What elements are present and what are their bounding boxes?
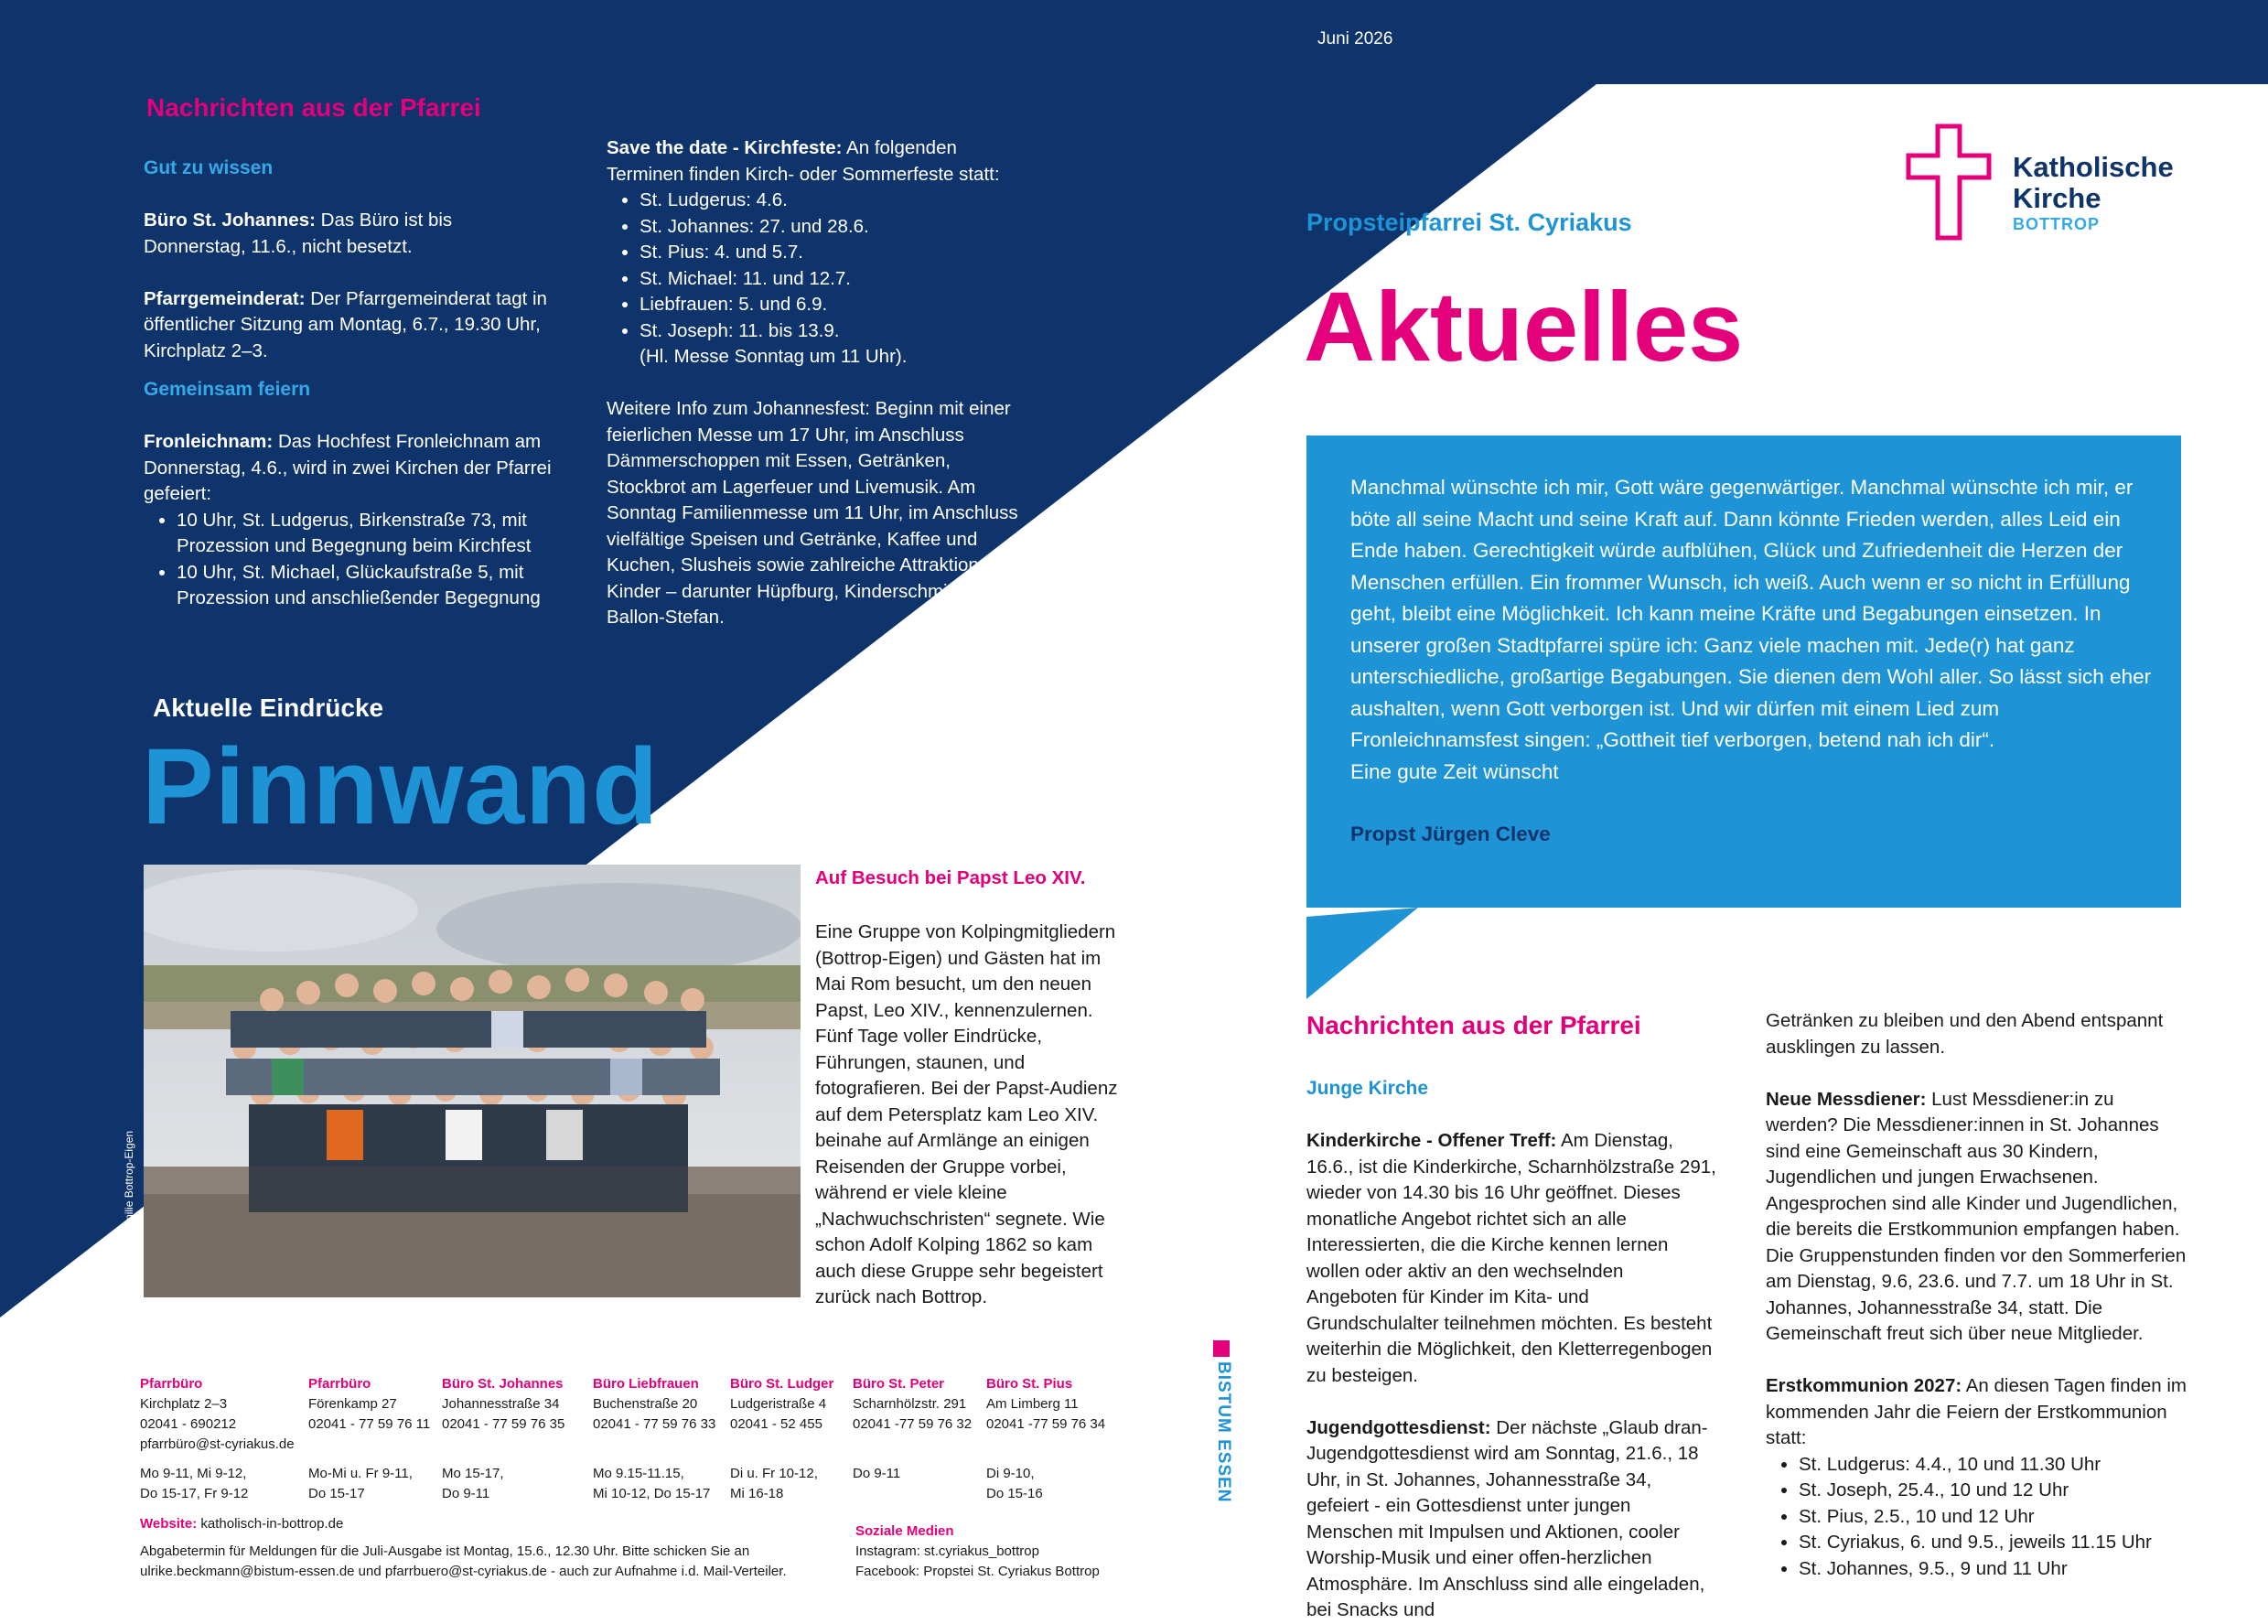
aktuelles-title: Aktuelles xyxy=(1304,271,1744,382)
pinnwand-title: Pinnwand xyxy=(142,726,660,847)
list-item: • 10 Uhr, St. Michael, Glückaufstraße 5, mit Prozession und anschließender Begegnung xyxy=(177,560,555,612)
save-date-intro: Save the date - Kirchfeste: An folgenden Terminen finden Kirch- oder Sommerfeste statt: xyxy=(607,137,1000,185)
buero-item: Büro St. Johannes: Das Büro ist bis Donnerstag, 11.6., nicht besetzt. xyxy=(144,210,453,257)
parish-name: Propsteipfarrei St. Cyriakus xyxy=(1306,209,1632,236)
issue-date: Juni 2026 xyxy=(1317,29,1393,48)
deadline-note: Abgabetermin für Meldungen für die Juli-Ausgabe ist Montag, 15.6., 12.30 Uhr. Bitte schicken Sie an ulrike.beckmann@bistum-essen.de und pfarrbuero@st-cyriakus.de - auch zur Aufnahme i.d. Mail-Verteiler. xyxy=(140,1543,787,1579)
list-item: • Liebfrauen: 5. und 6.9. xyxy=(640,292,1027,318)
save-date-column xyxy=(607,135,1027,631)
website-line: Website: katholisch-in-bottrop.de xyxy=(140,1516,344,1532)
pfarrbuero-email-link[interactable]: pfarrbüro@st-cyriakus.de xyxy=(140,1436,295,1452)
quote-text-block xyxy=(1350,472,2165,851)
list-item: • 10 Uhr, St. Ludgerus, Birkenstraße 73, mit Prozession und Begegnung beim Kirchfest xyxy=(177,508,555,560)
erstkommunion-item: Erstkommunion 2027: An diesen Tagen finden im kommenden Jahr die Feiern der Erstkommunion statt: xyxy=(1766,1375,2187,1448)
erstkommunion-list xyxy=(1766,1452,2187,1583)
website-link[interactable]: katholisch-in-bottrop.de xyxy=(197,1516,344,1532)
quote-text: Manchmal wünschte ich mir, Gott wäre gegenwärtiger. Manchmal wünschte ich mir, er böte all seine Macht und seine Kraft auf. Dann könnte Frieden werden, alles Leid ein Ende haben. Gerechtigkeit würde aufblühen, Glück und Zufriedenheit die Herzen der Menschen erfüllen. Ein frommer Wunsch, ich weiß. Auch wenn er so nicht in Erfüllung geht, bleibt eine Möglichkeit. Ich kann meine Kräfte und Begabungen einsetzen. In unserer großen Stadtpfarrei spüre ich: Ganz viele machen mit. Jede(r) hat ganz unterschiedliche, großartige Begabungen. Sie dienen dem Wohl aller. So lässt sich eher aushalten, wenn Gott verborgen ist. Und wir dürfen mit einem Lied zum Fronleichnamsfest singen: „Gottheit tief verborgen, betend nah ich dir“. xyxy=(1350,476,2152,751)
right-news-column-1 xyxy=(1306,1076,1718,1624)
kirchfeste-list xyxy=(607,188,1027,344)
instagram-link[interactable]: Instagram: st.cyriakus_bottrop xyxy=(855,1543,1039,1559)
cross-logo-icon xyxy=(1903,123,1994,242)
facebook-link[interactable]: Facebook: Propstei St. Cyriakus Bottrop xyxy=(855,1564,1100,1579)
list-item: • St. Ludgerus: 4.4., 10 und 11.30 Uhr xyxy=(1799,1452,2187,1479)
article-title: Auf Besuch bei Papst Leo XIV. xyxy=(815,867,1086,888)
logo-text xyxy=(2013,152,2174,234)
list-item: • St. Joseph, 25.4., 10 und 12 Uhr xyxy=(1799,1478,2187,1504)
list-item: • St. Pius: 4. und 5.7. xyxy=(640,240,1027,266)
contact-st-peter: Büro St. Peter Scharnhölzstr. 291 02041 -77 59 76 32 Do 9-11 xyxy=(853,1376,973,1481)
list-item: • St. Pius, 2.5., 10 und 12 Uhr xyxy=(1799,1504,2187,1531)
continuation-text: Getränken zu bleiben und den Abend entspannt ausklingen zu lassen. xyxy=(1766,1010,2164,1058)
list-item: • St. Michael: 11. und 12.7. xyxy=(640,266,1027,293)
left-news-title: Nachrichten aus der Pfarrei xyxy=(146,93,481,122)
right-news-title: Nachrichten aus der Pfarrei xyxy=(1306,1011,1641,1039)
logo-line2: Kirche xyxy=(2013,182,2101,214)
logo-line1: Katholische xyxy=(2013,151,2174,183)
contact-liebfrauen: Büro Liebfrauen Buchenstraße 20 02041 - 77 59 76 33 Mo 9.15-11.15, Mi 10-12, Do 15-17 xyxy=(593,1376,716,1501)
kinderkirche-item: Kinderkirche - Offener Treff: Am Dienstag, 16.6., ist die Kinderkirche, Scharnhölzstraße 291, wieder von 14.30 bis 16 Uhr geöffnet. Dieses monatliche Angebot richtet sich an alle Interessierten, die die Kirche kennen lernen wollen oder aktiv an den wechselnden Angeboten für Kinder im Kita- und Grundschulalter teilnehmen möchten. Es besteht weiterhin die Möglichkeit, den Kletterregenbogen zu besteigen. xyxy=(1306,1130,1716,1386)
list-item: • St. Ludgerus: 4.6. xyxy=(640,188,1027,214)
jugendgottesdienst-item: Jugendgottesdienst: Der nächste „Glaub dran-Jugendgottesdienst wird am Sonntag, 21.6., 18 Uhr, in St. Johannes, Johannesstraße 34, gefeiert - ein Gottesdienst unter jungen Menschen mit Impulsen und Aktionen, cooler Worship-Musik und einer offen-herzlichen Atmosphäre. Im Anschluss sind alle eingeladen, bei Snacks und xyxy=(1306,1416,1708,1620)
article-text: Eine Gruppe von Kolpingmitgliedern (Bottrop-Eigen) und Gästen hat im Mai Rom besucht, um den neuen Papst, Leo XIV., kennenzulernen. Fünf Tage voller Eindrücke, Führungen, staunen, und fotografieren. Bei der Papst-Audienz auf dem Petersplatz kam Leo XIV. beinahe auf Armlänge an einigen Reisenden der Gruppe vorbei, während er viele kleine „Nachwuchschristen“ segnete. Wie schon Adolf Kolping 1862 so kam auch diese Gruppe sehr begeistert zurück nach Bottrop. xyxy=(815,921,1118,1307)
save-date-note: (Hl. Messe Sonntag um 11 Uhr). xyxy=(640,346,908,367)
contact-pfarrbuero-2: Pfarrbüro Förenkamp 27 02041 - 77 59 76 11 Mo-Mi u. Fr 9-11, Do 15-17 xyxy=(308,1376,431,1501)
junge-kirche-heading: Junge Kirche xyxy=(1306,1078,1429,1099)
left-news-column xyxy=(144,156,555,612)
johannesfest-text: Weitere Info zum Johannesfest: Beginn mit einer feierlichen Messe um 17 Uhr, im Anschluss Dämmerschoppen mit Essen, Getränken, Stockbrot am Lagerfeuer und Livemusik. Am Sonntag Familienmesse um 11 Uhr, im Anschluss vielfältige Speisen und Getränke, Kaffee und Kuchen, Slusheis sowie zahlreiche Attraktionen für Kinder – darunter Hüpfburg, Kinderschminken und Ballon-Stefan. xyxy=(607,398,1027,628)
pgr-item: Pfarrgemeinderat: Der Pfarrgemeinderat tagt in öffentlicher Sitzung am Montag, 6.7., 19.30 Uhr, Kirchplatz 2–3. xyxy=(144,287,547,361)
contact-pfarrbuero-1: Pfarrbüro Kirchplatz 2–3 02041 - 690212 pfarrbüro@st-cyriakus.de Mo 9-11, Mi 9-12, Do 15-17, Fr 9-12 xyxy=(140,1376,295,1501)
quote-signature: Propst Jürgen Cleve xyxy=(1350,823,1551,845)
list-item: • St. Cyriakus, 6. und 9.5., jeweils 11.15 Uhr xyxy=(1799,1530,2187,1556)
right-news-column-2 xyxy=(1766,1008,2187,1582)
messdiener-item: Neue Messdiener: Lust Messdiener:in zu werden? Die Messdiener:innen in St. Johannes sind eine Gemeinschaft aus 30 Kindern, Jugendlichen und jungen Erwachsenen. Angesprochen sind alle Kinder und Jugendlichen, die bereits die Erstkommunion empfangen haben. Die Gruppenstunden finden vor den Sommerferien am Dienstag, 9.6, 23.6. und 7.7. um 18 Uhr in St. Johannes, Johannesstraße 34, statt. Die Gemeinschaft freut sich über neue Mitglieder. xyxy=(1766,1088,2187,1344)
list-item: • St. Johannes: 27. und 28.6. xyxy=(640,214,1027,241)
list-item: • St. Joseph: 11. bis 13.9. xyxy=(640,318,1027,345)
pinnwand-kicker: Aktuelle Eindrücke xyxy=(153,694,384,722)
quote-close: Eine gute Zeit wünscht xyxy=(1350,759,1559,783)
list-item: • St. Johannes, 9.5., 9 und 11 Uhr xyxy=(1799,1556,2187,1583)
contact-st-ludger: Büro St. Ludger Ludgeristraße 4 02041 - 52 455 Di u. Fr 10-12, Mi 16-18 xyxy=(730,1376,834,1501)
fronleichnam-item: Fronleichnam: Das Hochfest Fronleichnam am Donnerstag, 4.6., wird in zwei Kirchen der Pfarrei gefeiert: xyxy=(144,431,552,504)
bistum-square-icon xyxy=(1213,1340,1230,1357)
contact-st-johannes: Büro St. Johannes Johannesstraße 34 02041 - 77 59 76 35 Mo 15-17, Do 9-11 xyxy=(442,1376,565,1501)
photo-credit: Foto: Kolpingfamilie Bottrop-Eigen xyxy=(123,1130,135,1297)
contact-st-pius: Büro St. Pius Am Limberg 11 02041 -77 59 76 34 Di 9-10, Do 15-16 xyxy=(986,1376,1106,1501)
bistum-essen-label: BISTUM ESSEN xyxy=(1214,1361,1233,1503)
fronleichnam-list xyxy=(144,508,555,612)
social-media: Soziale Medien Instagram: st.cyriakus_bottrop Facebook: Propstei St. Cyriakus Bottrop xyxy=(855,1522,1139,1582)
gut-zu-wissen-heading: Gut zu wissen xyxy=(144,157,274,178)
gemeinsam-heading: Gemeinsam feiern xyxy=(144,379,311,400)
logo-line3: BOTTROP xyxy=(2013,215,2100,233)
group-photo xyxy=(144,865,801,1297)
